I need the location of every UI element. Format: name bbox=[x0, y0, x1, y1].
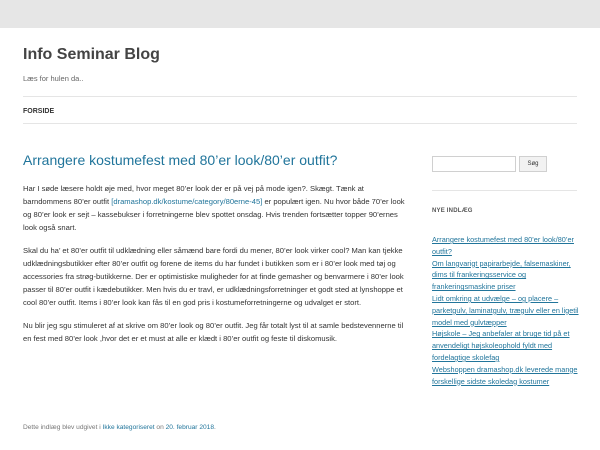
post-paragraph-1 bbox=[23, 182, 405, 234]
search-button[interactable]: Søg bbox=[519, 156, 547, 172]
nav-item-forside[interactable]: FORSIDE bbox=[23, 108, 55, 115]
widget-divider bbox=[432, 190, 577, 191]
site-title[interactable]: Info Seminar Blog bbox=[23, 46, 160, 63]
search-input[interactable] bbox=[432, 156, 516, 172]
nav-divider-bottom bbox=[23, 123, 577, 124]
date-link[interactable]: 20. februar 2018 bbox=[165, 424, 214, 431]
post-paragraph-3: Nu blir jeg sgu stimuleret af at skrive om 80’er look og 80’er outfit. Jeg får totalt lyst til at samle bedstevennerne til en fest med 80’er look ,hvor det er et must at alle er klædt i 80’er outfit og feste til diskomusik. bbox=[23, 321, 404, 343]
recent-post-link[interactable]: Højskole – Jeg anbefaler at bruge tid på et anvendeligt højskoleophold fyldt med fordelagtige skolefag bbox=[432, 329, 570, 362]
recent-posts-list bbox=[432, 234, 582, 387]
site-tagline: Læs for hulen da.. bbox=[23, 74, 84, 83]
recent-posts-title: NYE INDLÆG bbox=[432, 208, 473, 214]
post-text: er populært igen. Nu hvor både 70’er look og 80’er look er sejt – kassebukser i forretningerne blev spottet onsdag. Hvis trenden fortsætter topper 90’ernes look også snart. bbox=[23, 197, 405, 232]
meta-text: on bbox=[154, 424, 166, 431]
post-title-link[interactable]: Arrangere kostumefest med 80’er look/80’er outfit? bbox=[23, 152, 338, 168]
post-text: Har I søde læsere holdt øje med, hvor meget 80’er look der er på vej på mode igen?. Skægt. Tænk at barndommens 80’er outfit bbox=[23, 184, 364, 206]
page bbox=[0, 28, 600, 450]
post-content bbox=[23, 182, 405, 355]
recent-post-link[interactable]: Webshoppen dramashop.dk leverede mange forskellige sidste skoledag kostumer bbox=[432, 364, 578, 386]
category-link[interactable]: Ikke kategoriseret bbox=[102, 424, 155, 431]
recent-post-link[interactable]: Om langvarigt papirarbejde, falsemaskiner, dims til frankeringsservice og frankeringsmaskine priser bbox=[432, 258, 571, 292]
nav-divider-top bbox=[23, 96, 577, 97]
recent-post-link[interactable]: Lidt omkring at udvælge – og placere – parketgulv, laminatgulv, trægulv eller en ligetil model med gulvtæpper bbox=[432, 293, 579, 327]
post-meta bbox=[23, 424, 216, 431]
meta-text: . bbox=[214, 424, 216, 431]
post-inline-link[interactable]: [dramashop.dk/kostume/category/80erne-45] bbox=[111, 197, 263, 206]
meta-text: Dette indlæg blev udgivet i bbox=[23, 424, 103, 431]
recent-post-link[interactable]: Arrangere kostumefest med 80’er look/80’er outfit? bbox=[432, 235, 574, 256]
post-paragraph-2: Skal du ha’ et 80’er outfit til udklædning eller såmænd bare fordi du mener, 80’er look virker cool? Man kan tjekke udklædningsbutikker efter 80’er outfit og forene de items du har fundet i butikken som er i 80’er look med tøj og accessories fra strøg-butikkerne. Der er optimistiske muligheder for at finde gemasher og benvarmere i 80’er look passer til 80’er outfit i kædebutikker. Men hvis du er travl, er udklædningsforretninger et godt sted at lynshoppe et cool 80’er outfit. Items i 80’er look kan fås til en god pris i kostumeforretningerne og udvalget er stort. bbox=[23, 246, 404, 307]
